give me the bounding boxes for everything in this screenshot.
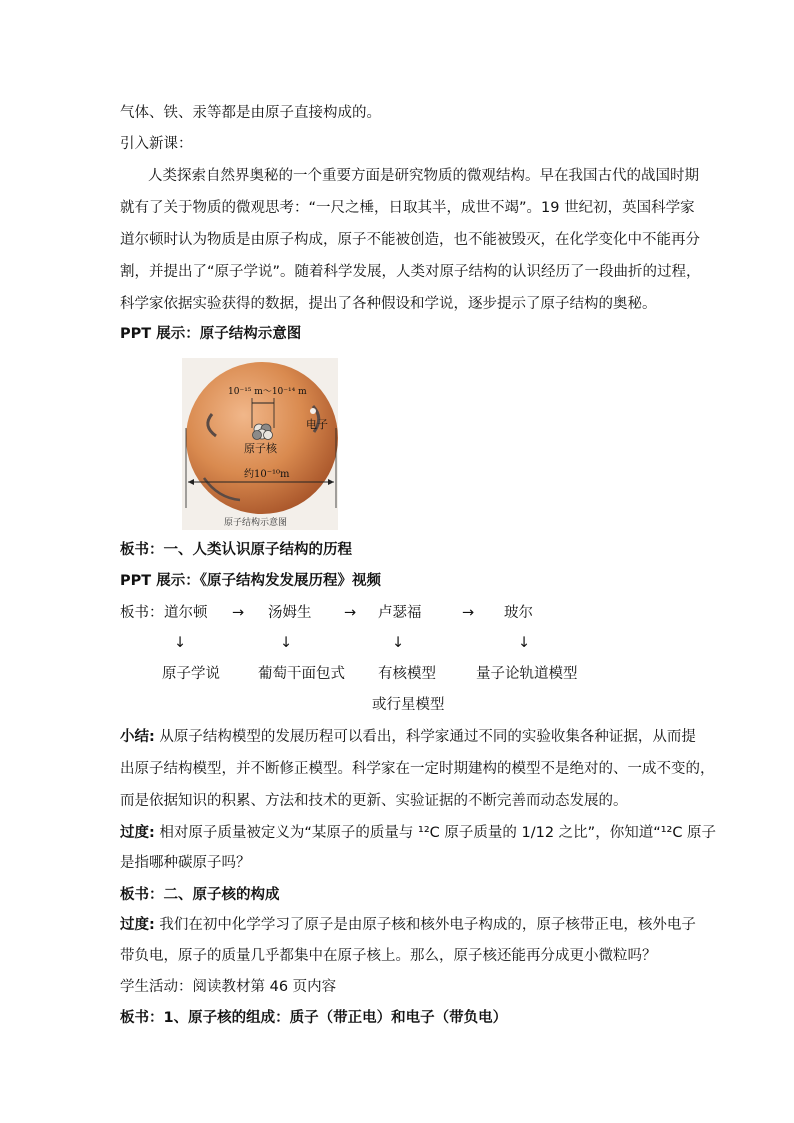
transition-line: 是指哪种碳原子吗？	[120, 855, 251, 871]
transition-text: 相对原子质量被定义为“某原子的质量与 ¹²C 原子质量的 1/12 之比”，你知道“¹²C 原子	[154, 825, 717, 841]
paragraph-intro-line: 割，并提出了“原子学说”。随着科学发展，人类对原子结构的认识经历了一段曲折的过程，	[120, 264, 701, 280]
summary-line: 出原子结构模型，并不断修正模型。科学家在一定时期建构的模型不是绝对的、一成不变的，	[120, 761, 715, 777]
flow-arrow-right: →	[344, 605, 357, 621]
summary-line: 而是依据知识的积累、方法和技术的更新、实验证据的不断完善而动态发展的。	[120, 793, 628, 809]
flow-model-thomson: 葡萄干面包式	[258, 666, 345, 682]
flow-model-rutherford: 有核模型	[378, 666, 436, 682]
electron-label: 电子	[306, 418, 328, 431]
paragraph-intro-line: 人类探索自然界奥秘的一个重要方面是研究物质的微观结构。早在我国古代的战国时期	[148, 168, 699, 184]
student-activity: 学生活动：阅读教材第 46 页内容	[120, 979, 337, 995]
board-heading-2: 板书：二、原子核的构成	[120, 887, 280, 903]
transition-line: 带负电，原子的质量几乎都集中在原子核上。那么，原子核还能再分成更小微粒吗？	[120, 948, 657, 964]
diameter-label: 约10⁻¹⁰m	[244, 469, 290, 480]
board-heading-1: 板书：一、人类认识原子结构的历程	[120, 542, 352, 558]
flow-name-dalton: 道尔顿	[164, 605, 208, 621]
flow-arrow-down: ↓	[174, 635, 187, 651]
flow-arrow-down: ↓	[518, 635, 531, 651]
flow-name-rutherford: 卢瑟福	[378, 605, 422, 621]
ppt-heading-1: PPT 展示：原子结构示意图	[120, 326, 302, 342]
flow-model-bohr: 量子论轨道模型	[476, 666, 578, 682]
paragraph-intro-line: 科学家依据实验获得的数据，提出了各种假设和学说，逐步提示了原子结构的奥秘。	[120, 296, 657, 312]
nucleon	[264, 431, 273, 440]
paragraph-p1: 气体、铁、汞等都是由原子直接构成的。	[120, 105, 381, 121]
flow-name-bohr: 玻尔	[504, 605, 533, 621]
flow-arrow-down: ↓	[392, 635, 405, 651]
nucleus-label: 原子核	[244, 442, 277, 455]
transition-line	[120, 915, 696, 935]
paragraph-intro-line: 道尔顿时认为物质是由原子构成，原子不能被创造，也不能被毁灭，在化学变化中不能再分	[120, 232, 700, 248]
flow-model-extra: 或行星模型	[372, 697, 445, 713]
board-heading-3: 板书：1、原子核的组成：质子（带正电）和电子（带负电）	[120, 1010, 508, 1026]
flow-prefix: 板书：	[120, 605, 164, 621]
diameter-arrowhead	[328, 479, 334, 485]
intro-heading: 引入新课：	[120, 136, 193, 152]
summary-line	[120, 727, 696, 747]
nucleon	[253, 431, 262, 440]
summary-label: 小结:	[120, 729, 155, 745]
nucleus-size-label: 10⁻¹⁵ m～10⁻¹⁴ m	[228, 387, 307, 397]
ppt-heading-2: PPT 展示：《原子结构发发展历程》视频	[120, 573, 381, 589]
flow-arrow-right: →	[232, 605, 245, 621]
flow-model-dalton: 原子学说	[162, 666, 220, 682]
diameter-arrowhead	[188, 479, 194, 485]
figure-caption: 原子结构示意图	[224, 518, 288, 528]
flow-arrow-right: →	[462, 605, 475, 621]
transition-label: 过度:	[120, 825, 155, 841]
flow-name-thomson: 汤姆生	[268, 605, 312, 621]
atom-diagram	[182, 358, 338, 530]
flow-arrow-down: ↓	[280, 635, 293, 651]
summary-text: 从原子结构模型的发展历程可以看出，科学家通过不同的实验收集各种证据，从而提	[154, 729, 696, 745]
atom-structure-figure	[182, 358, 338, 530]
electron-dot	[310, 408, 316, 414]
transition-label: 过度:	[120, 917, 155, 933]
paragraph-intro-line: 就有了关于物质的微观思考：“一尺之棰，日取其半，成世不竭”。19 世纪初，英国科学家	[120, 200, 695, 216]
transition-text: 我们在初中化学学习了原子是由原子核和核外电子构成的，原子核带正电，核外电子	[154, 917, 696, 933]
transition-line	[120, 823, 717, 843]
